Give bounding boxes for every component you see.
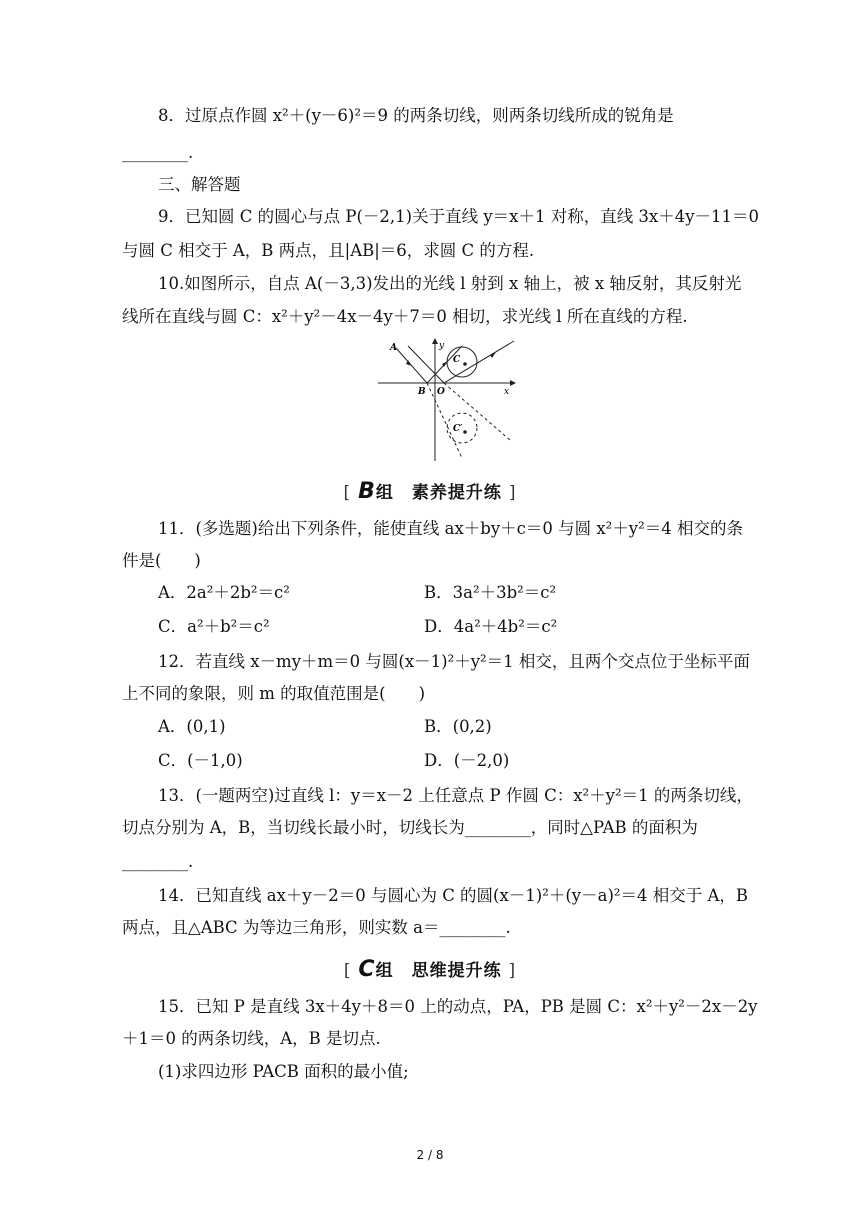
second-incident-ray: [408, 346, 444, 383]
question-15-part-1: (1)求四边形 PACB 面积的最小值;: [158, 1062, 409, 1081]
question-9-line-2: 与圆 C 相交于 A，B 两点，且|AB|＝6，求圆 C 的方程.: [122, 241, 535, 260]
group-b-letter: B: [358, 479, 376, 504]
bracket-open: [: [343, 483, 352, 503]
question-12-option-c: C．(－1,0): [158, 751, 243, 770]
bracket-open: [: [343, 961, 352, 981]
section-heading-solutions: 三、解答题: [158, 175, 241, 194]
question-8-blank: ________.: [122, 143, 194, 162]
question-13-line-1: 13．(一题两空)过直线 l：y＝x－2 上任意点 P 作圆 C：x²＋y²＝1 的两条切线，: [158, 786, 753, 805]
question-8-line-1: 8．过原点作圆 x²＋(y－6)²＝9 的两条切线，则两条切线所成的锐角是: [158, 106, 674, 125]
page-number: 2 / 8: [416, 1148, 444, 1162]
group-c-title: 组 思维提升练: [375, 961, 502, 981]
question-12-option-b: B．(0,2): [424, 717, 492, 736]
reflection-diagram: [378, 336, 518, 466]
question-10-line-1: 10.如图所示，自点 A(－3,3)发出的光线 l 射到 x 轴上，被 x 轴反射，其反射光: [158, 274, 742, 293]
center-c-dot: [463, 362, 467, 366]
question-15-line-2: ＋1＝0 的两条切线，A，B 是切点.: [122, 1029, 381, 1048]
label-x: x: [504, 387, 510, 397]
label-a: A: [390, 343, 397, 353]
question-9-line-1: 9．已知圆 C 的圆心与点 P(－2,1)关于直线 y＝x＋1 对称，直线 3x＋4y－11＝0: [158, 207, 760, 226]
question-12-option-a: A．(0,1): [158, 717, 226, 736]
question-11-option-b: B．3a²＋3b²＝c²: [424, 583, 557, 602]
question-11-option-c: C．a²＋b²＝c²: [158, 617, 270, 636]
label-b: B: [418, 387, 426, 397]
x-axis-arrow: [510, 380, 516, 386]
question-15-line-1: 15．已知 P 是直线 3x＋4y＋8＝0 上的动点，PA，PB 是圆 C：x²＋y²－2x－2y: [158, 997, 758, 1016]
question-12-line-1: 12．若直线 x－my＋m＝0 与圆(x－1)²＋y²＝1 相交，且两个交点位于坐标平面: [158, 652, 750, 671]
group-b-heading: [0, 478, 860, 504]
bracket-close: ]: [508, 483, 517, 503]
label-y: y: [439, 341, 445, 351]
bracket-close: ]: [508, 961, 517, 981]
question-12-line-2: 上不同的象限，则 m 的取值范围是( ): [122, 684, 426, 703]
question-12-option-d: D．(－2,0): [424, 751, 510, 770]
question-11-option-a: A．2a²＋2b²＝c²: [158, 583, 290, 602]
center-c-prime-dot: [463, 430, 467, 434]
question-11-line-1: 11．(多选题)给出下列条件，能使直线 ax＋by＋c＝0 与圆 x²＋y²＝4 相交的条: [158, 519, 743, 538]
question-11-line-2: 件是( ): [122, 551, 201, 570]
question-11-option-d: D．4a²＋4b²＝c²: [424, 617, 558, 636]
question-14-line-1: 14．已知直线 ax＋y－2＝0 与圆心为 C 的圆(x－1)²＋(y－a)²＝4 相交于 A，B: [158, 886, 749, 905]
label-o: O: [437, 387, 445, 397]
question-13-blank: ________.: [122, 852, 194, 871]
second-ray-arrow: [490, 352, 496, 358]
label-c: C: [453, 355, 461, 365]
y-axis-arrow: [432, 338, 438, 344]
label-c-prime: C′: [453, 424, 463, 434]
group-c-heading: [0, 956, 860, 982]
question-13-line-2: 切点分别为 A，B，当切线长最小时，切线长为________，同时△PAB 的面积为: [122, 818, 698, 837]
group-b-title: 组 素养提升练: [375, 483, 502, 503]
group-c-letter: C: [358, 957, 376, 982]
question-10-line-2: 线所在直线与圆 C：x²＋y²－4x－4y＋7＝0 相切，求光线 l 所在直线的方程.: [122, 307, 688, 326]
question-14-line-2: 两点，且△ABC 为等边三角形，则实数 a＝________.: [122, 918, 511, 937]
